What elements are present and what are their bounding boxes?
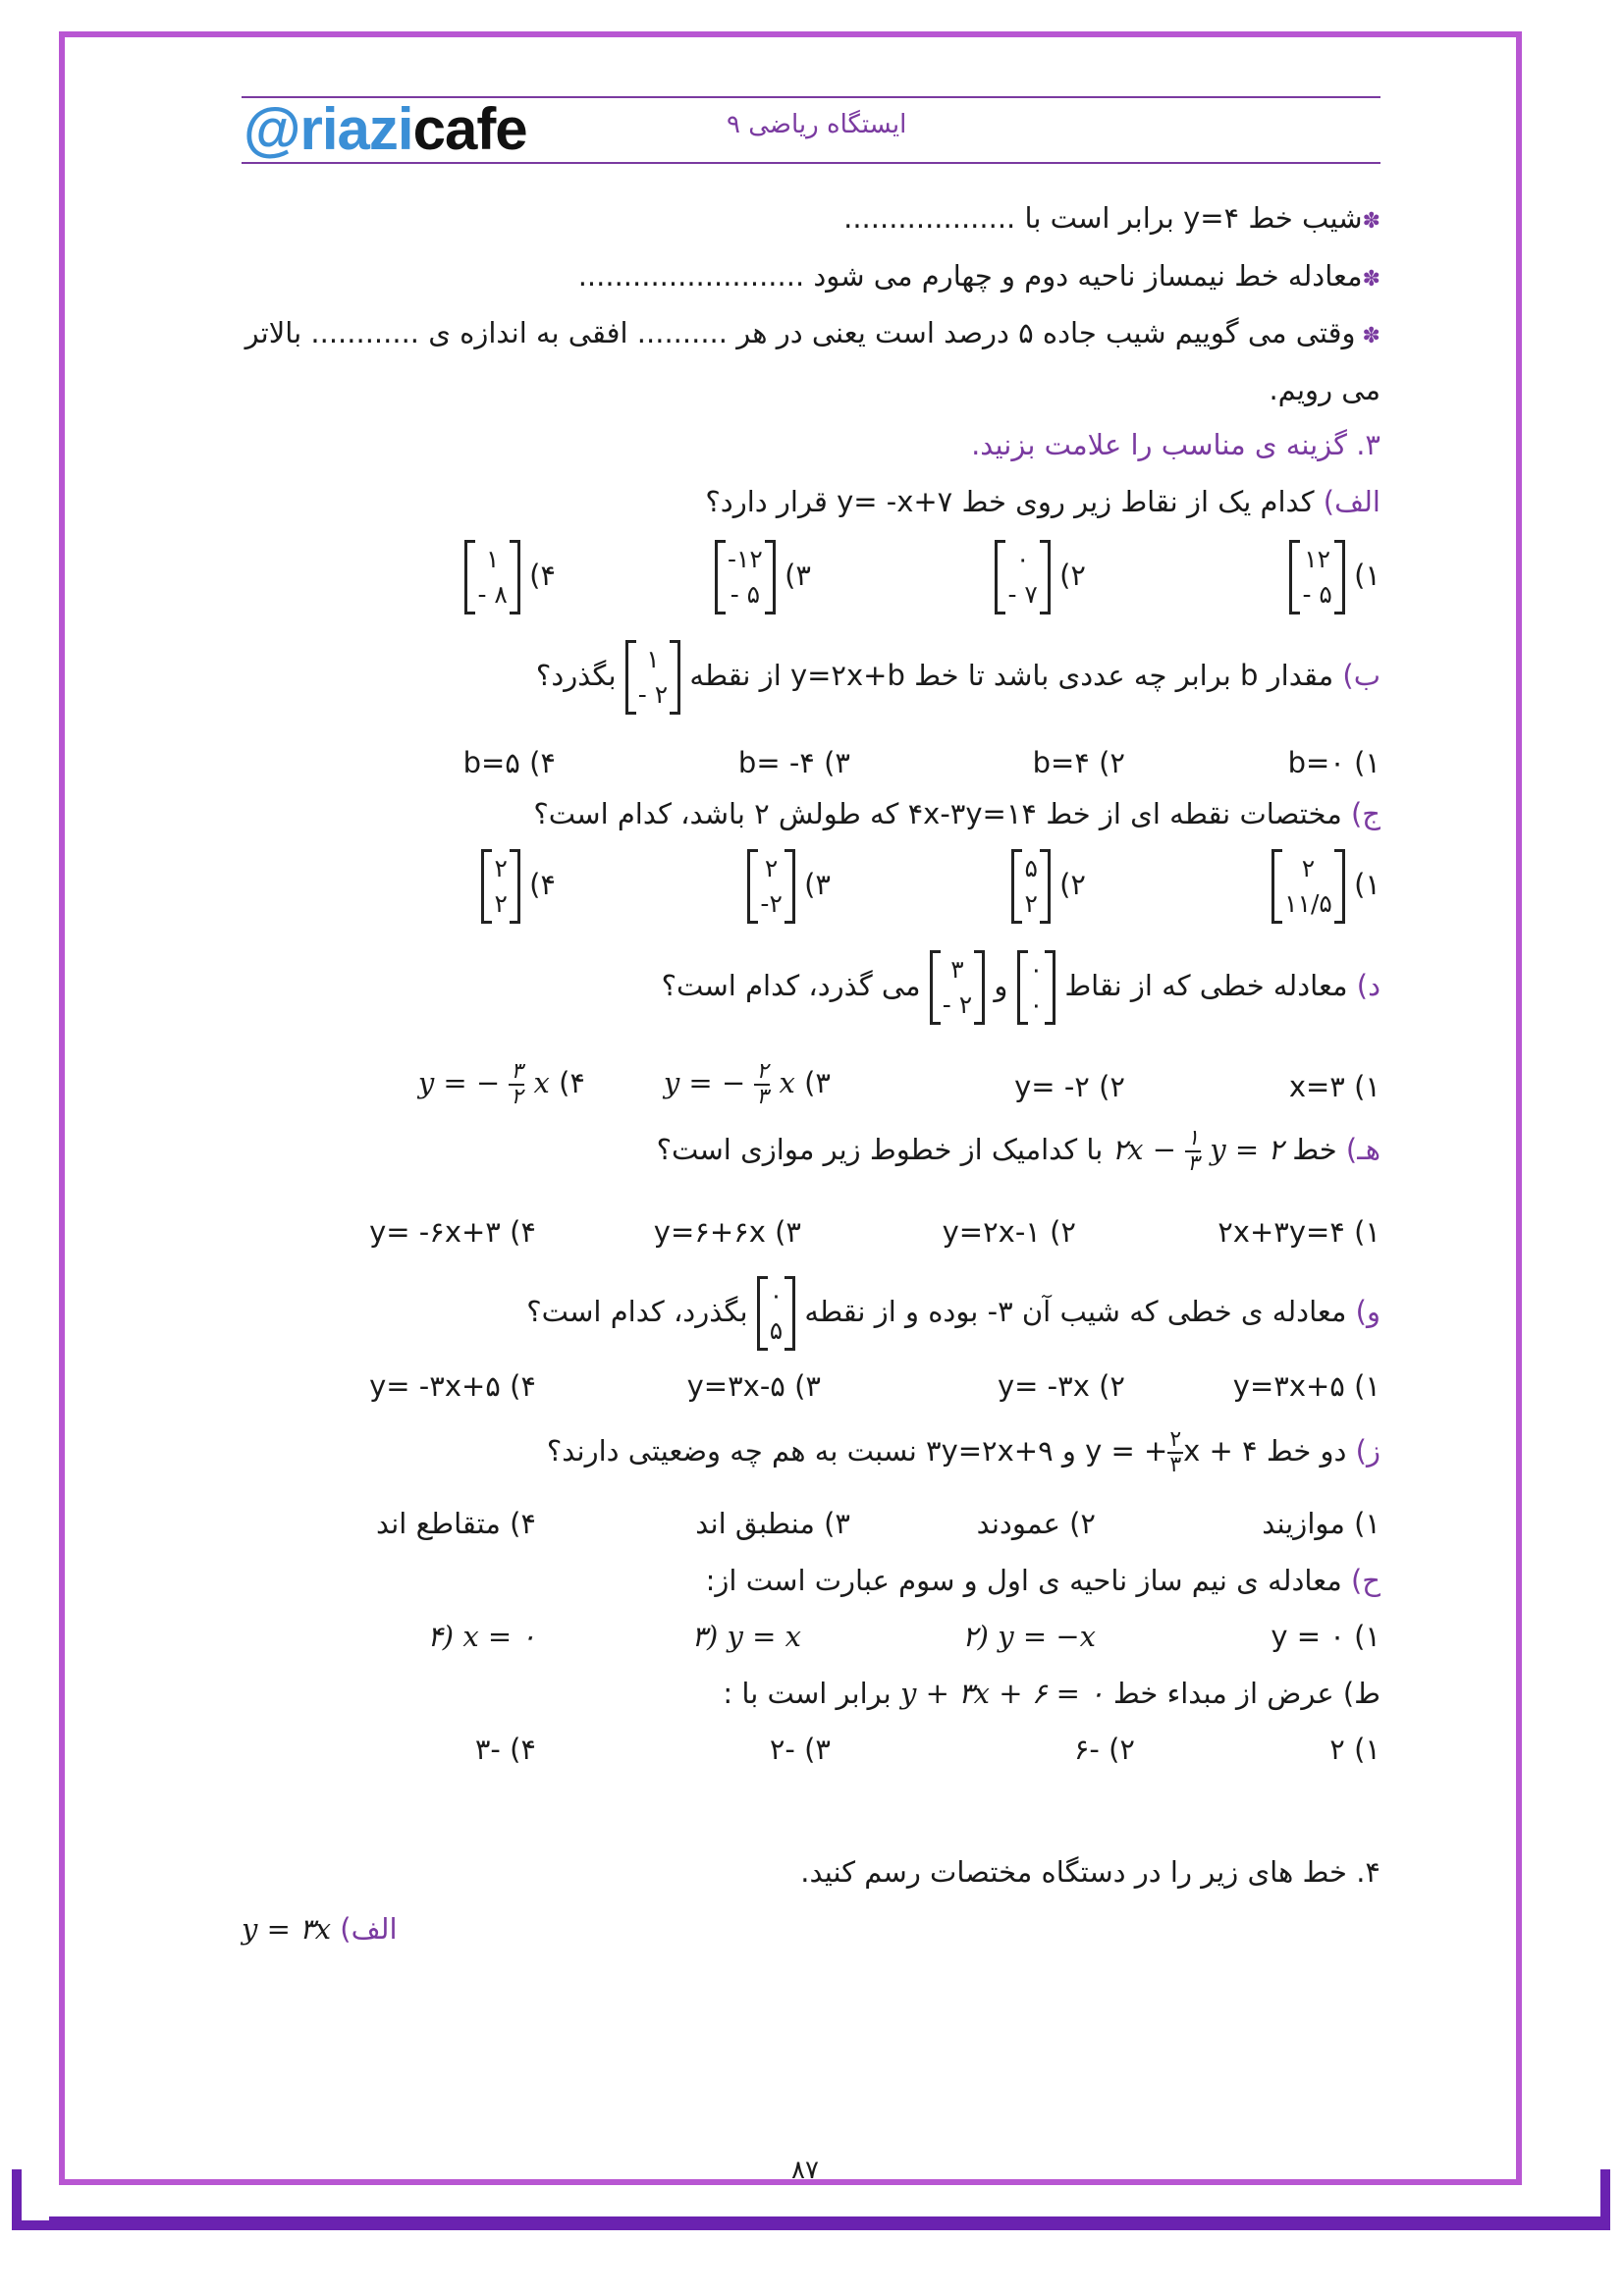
question-he: هـ) خط ۲x − $\frac{۱}{۳}$ y = ۲ با کدامیک از خطوط زیر موازی است؟ xyxy=(656,1126,1380,1176)
options-ta xyxy=(242,1733,1380,1772)
page-number: ۸۷ xyxy=(791,2156,819,2185)
fill-blank-1: ✽شیب خط y=۴ برابر است با ................... xyxy=(843,201,1380,235)
option-2[interactable]: ۲) y= -۳x xyxy=(997,1369,1125,1403)
question-vav: و) معادله ی خطی که شیب آن ۳- بوده و از نقطه ۰ ۵ بگذرد، کدام است؟ xyxy=(242,1276,1380,1351)
fill-blank-3: ✽ وقتی می گوییم شیب جاده ۵ درصد است یعنی در هر .......... افقی به اندازه ی ............ بالاتر xyxy=(244,316,1380,349)
option-2[interactable]: ۲) عمودند xyxy=(976,1507,1096,1540)
option-1[interactable]: ۱) ۲ ۱۱/۵ xyxy=(1271,849,1380,924)
fill-blank-4: می رویم. xyxy=(1269,373,1380,406)
option-4[interactable]: ۴) y = − $\frac{۳}{۲}$ x xyxy=(417,1059,585,1109)
section-4-title: ۴. خط های زیر را در دستگاه مختصات رسم کنید. xyxy=(800,1855,1380,1889)
option-3[interactable]: ۳) -۱۲ - ۵ xyxy=(715,540,811,614)
option-4[interactable]: ۴) ۱ - ۸ xyxy=(464,540,556,614)
option-2[interactable]: ۲) b=۴ xyxy=(1032,746,1125,779)
option-1[interactable]: ۱) y = ۰ xyxy=(1271,1620,1380,1653)
option-4[interactable]: ۴) x = ۰ xyxy=(427,1620,536,1653)
option-2[interactable]: ۲) ۰ - ۷ xyxy=(995,540,1086,614)
question-dal: د) معادله خطی که از نقاط ۰ ۰ و ۳ - ۲ می گذرد، کدام است؟ xyxy=(242,950,1380,1025)
question-be: ب) مقدار b برابر چه عددی باشد تا خط y=۲x+b از نقطه ۱ - ۲ بگذرد؟ xyxy=(242,640,1380,715)
option-3[interactable]: ۳) ۲ -۲ xyxy=(747,849,831,924)
options-ze xyxy=(242,1507,1380,1546)
options-be xyxy=(242,746,1380,785)
question-ta: ط) عرض از مبداء خط y + ۳x + ۶ = ۰ برابر است با : xyxy=(723,1677,1380,1710)
option-2[interactable]: ۲) y=۲x-۱ xyxy=(942,1215,1076,1249)
options-he2 xyxy=(242,1620,1380,1659)
option-4[interactable]: ۴) -۳ xyxy=(474,1733,536,1766)
section-3-title: ۳. گزینه ی مناسب را علامت بزنید. xyxy=(971,428,1380,461)
option-2[interactable]: ۲) y= -۲ xyxy=(1014,1070,1125,1103)
header-rule-bottom xyxy=(242,162,1380,164)
option-2[interactable]: ۲) y = −x xyxy=(962,1620,1096,1653)
option-3[interactable]: ۳) y=۶+۶x xyxy=(653,1215,801,1249)
options-dal xyxy=(242,1060,1380,1119)
option-3[interactable]: ۳) y=۳x-۵ xyxy=(686,1369,821,1403)
section-4-item: الف) y = ۳x xyxy=(242,1912,398,1946)
option-1[interactable]: ۱) y=۳x+۵ xyxy=(1232,1369,1380,1403)
option-3[interactable]: ۳) b= -۴ xyxy=(737,746,850,779)
bottom-decoration-right-foot xyxy=(1561,2220,1610,2230)
option-4[interactable]: ۴) ۲ ۲ xyxy=(481,849,556,924)
bottom-decoration xyxy=(49,2216,1600,2230)
option-3[interactable]: ۳) منطبق اند xyxy=(695,1507,850,1540)
header-title: ایستگاه ریاضی ۹ xyxy=(727,110,907,139)
question-alef: الف) کدام یک از نقاط زیر روی خط y= -x+۷ قرار دارد؟ xyxy=(705,485,1380,518)
option-3[interactable]: ۳) y = x xyxy=(691,1620,801,1653)
options-vav xyxy=(242,1369,1380,1409)
option-1[interactable]: ۱) ۲x+۳y=۴ xyxy=(1217,1215,1380,1249)
option-4[interactable]: ۴) متقاطع اند xyxy=(376,1507,536,1540)
option-1[interactable]: ۱) موازیند xyxy=(1262,1507,1380,1540)
fill-blank-2: ✽معادله خط نیمساز ناحیه دوم و چهارم می شود ......................... xyxy=(577,259,1380,293)
option-2[interactable]: ۲) ۵ ۲ xyxy=(1011,849,1086,924)
option-1[interactable]: ۱) x=۳ xyxy=(1288,1070,1380,1103)
option-1[interactable]: ۱) ۲ xyxy=(1329,1733,1380,1766)
question-he2: ح) معادله ی نیم ساز ناحیه ی اول و سوم عبارت است از: xyxy=(705,1564,1380,1597)
option-4[interactable]: ۴) b=۵ xyxy=(462,746,556,779)
option-3[interactable]: ۳) -۲ xyxy=(769,1733,831,1766)
option-1[interactable]: ۱) ۱۲ - ۵ xyxy=(1289,540,1380,614)
option-3[interactable]: ۳) y = − $\frac{۲}{۳}$ x xyxy=(663,1059,831,1109)
logo: @riazicafe xyxy=(243,96,527,162)
option-4[interactable]: ۴) y= -۳x+۵ xyxy=(369,1369,536,1403)
options-jim xyxy=(242,849,1380,947)
options-alef xyxy=(242,540,1380,638)
options-he xyxy=(242,1215,1380,1255)
option-2[interactable]: ۲) -۶ xyxy=(1073,1733,1135,1766)
question-ze: ز) دو خط y = + $\frac{۲}{۳}$ x + ۴ و ۳y=۲x+۹ نسبت به هم چه وضعیتی دارند؟ xyxy=(546,1427,1380,1477)
question-jim: ج) مختصات نقطه ای از خط ۴x-۳y=۱۴ که طولش ۲ باشد، کدام است؟ xyxy=(533,797,1380,830)
option-1[interactable]: ۱) b=۰ xyxy=(1287,746,1380,779)
bottom-decoration-left-foot xyxy=(12,2220,61,2230)
option-4[interactable]: ۴) y= -۶x+۳ xyxy=(369,1215,536,1249)
